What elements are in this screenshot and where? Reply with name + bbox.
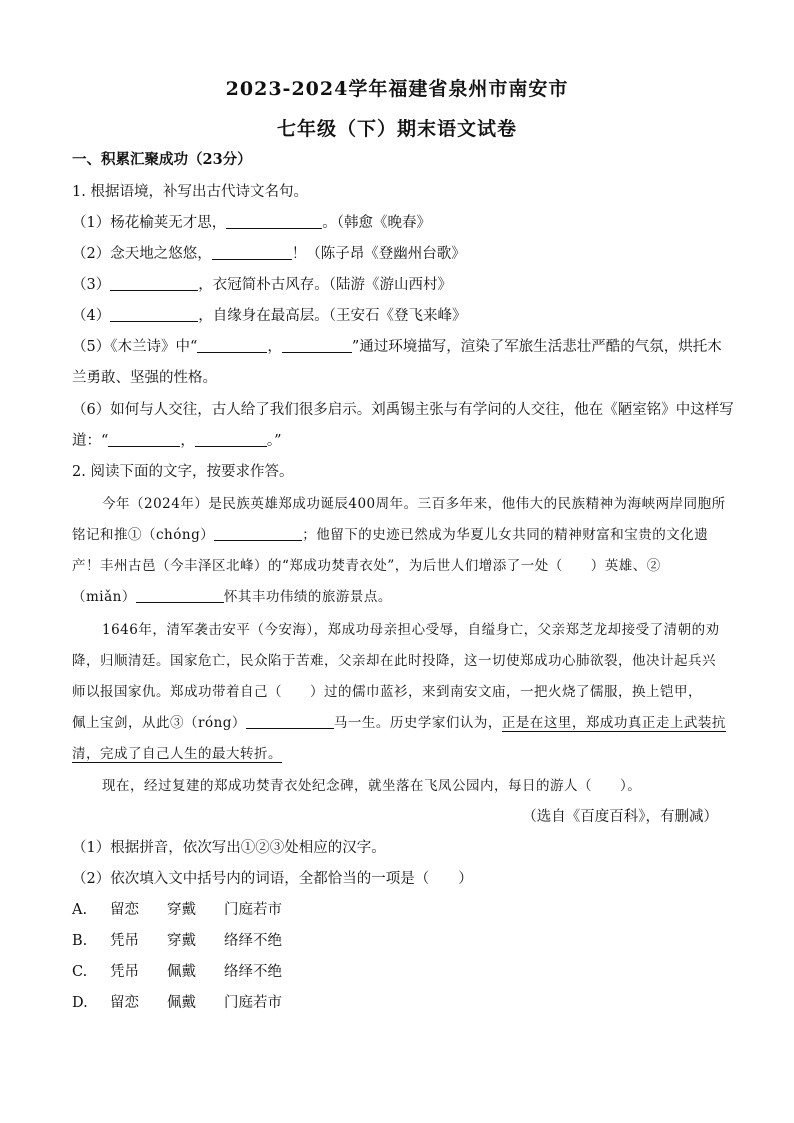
q1-item-3: （3） ，衣冠简朴古风存。（陆游《游山西村》 <box>72 277 452 293</box>
q1-item-5: （5）《木兰诗》中“ ， ”通过环境描写，渲染了军旅生活悲壮严酷的气氛，烘托木 <box>72 339 722 355</box>
answer-blank[interactable] <box>246 714 334 729</box>
answer-blank[interactable] <box>110 307 198 322</box>
passage-p2-line5 <box>72 744 282 764</box>
question-2-stem: 2. 阅读下面的文字，按要求作答。 <box>72 464 294 480</box>
underlined-sentence-cont: 清，完成了自己人生的最大转折。 <box>72 746 282 762</box>
passage-p1-line4: （miǎn） 怀其丰功伟绩的旅游景点。 <box>72 589 392 605</box>
option-b[interactable]: B. 凭吊 穿戴 络绎不绝 <box>72 933 282 949</box>
answer-blank[interactable] <box>195 432 267 447</box>
answer-blank[interactable] <box>110 276 198 291</box>
passage-p2-line2: 降，归顺清廷。国家危亡，民众陷于苦难，父亲却在此时投降，这一切使郑成功心肺欲裂，他决计起兵兴 <box>72 653 716 669</box>
section-heading: 一、积累汇聚成功（23分） <box>72 151 252 168</box>
source-note: （选自《百度百科》，有删减） <box>522 809 718 825</box>
q1-item-4: （4） ，自缘身在最高层。（王安石《登飞来峰》 <box>72 308 467 324</box>
q2-sub-1: （1）根据拼音，依次写出①②③处相应的汉字。 <box>72 840 386 856</box>
exam-title-line2: 七年级（下）期末语文试卷 <box>276 118 517 140</box>
answer-blank[interactable] <box>214 526 302 541</box>
option-d[interactable]: D. 留恋 佩戴 门庭若市 <box>72 995 282 1011</box>
q1-item-2: （2）念天地之悠悠， ！（陈子昂《登幽州台歌》 <box>72 246 466 262</box>
passage-p2-line3: 师以报国家仇。郑成功带着自己（ ）过的儒巾蓝衫，来到南安文庙，一把火烧了儒服，换上铠甲， <box>72 684 702 700</box>
question-1-stem: 1. 根据语境，补写出古代诗文名句。 <box>72 184 308 200</box>
q1-item-5-cont: 兰勇敢、坚强的性格。 <box>72 370 217 386</box>
passage-p1-line3: 产！丰州古邑（今丰泽区北峰）的“郑成功焚青衣处”，为后世人们增添了一处（ ）英雄、② <box>72 558 661 574</box>
q1-item-6-cont: 道：“ ， 。” <box>72 433 282 449</box>
passage-p1-line1: 今年（2024年）是民族英雄郑成功诞辰400周年。三百多年来，他伟大的民族精神为海峡两岸同胞所 <box>102 496 726 512</box>
passage-p3: 现在，经过复建的郑成功焚青衣处纪念碑，就坐落在飞凤公园内，每日的游人（ ）。 <box>102 778 642 794</box>
q1-item-6: （6）如何与人交往，古人给了我们很多启示。刘禹锡主张与有学问的人交往，他在《陋室铭》中这样写 <box>72 402 734 418</box>
q2-sub-2: （2）依次填入文中括号内的词语，全都恰当的一项是（ ） <box>72 871 473 887</box>
q1-item-1: （1）杨花榆荚无才思， 。（韩愈《晚春》 <box>72 215 431 231</box>
answer-blank[interactable] <box>212 245 292 260</box>
underlined-sentence: 正是在这里，郑成功真正走上武装抗 <box>501 715 726 731</box>
option-c[interactable]: C. 凭吊 佩戴 络绎不绝 <box>72 964 282 980</box>
passage-p2-line4: 佩上宝剑，从此③（róng） 马一生。历史学家们认为，正是在这里，郑成功真正走上武装抗 <box>72 715 726 731</box>
option-a[interactable]: A. 留恋 穿戴 门庭若市 <box>72 902 282 918</box>
answer-blank[interactable] <box>108 432 180 447</box>
answer-blank[interactable] <box>197 338 267 353</box>
passage-p1-line2: 铭记和推①（chóng） ；他留下的史迹已然成为华夏儿女共同的精神财富和宝贵的文化遗 <box>72 527 709 543</box>
answer-blank[interactable] <box>282 338 352 353</box>
exam-title-line1: 2023-2024学年福建省泉州市南安市 <box>225 78 569 100</box>
answer-blank[interactable] <box>226 214 322 229</box>
answer-blank[interactable] <box>136 588 224 603</box>
passage-p2-line1: 1646年，清军袭击安平（今安海），郑成功母亲担心受辱，自缢身亡，父亲郑芝龙却接受了清朝的劝 <box>102 622 720 638</box>
